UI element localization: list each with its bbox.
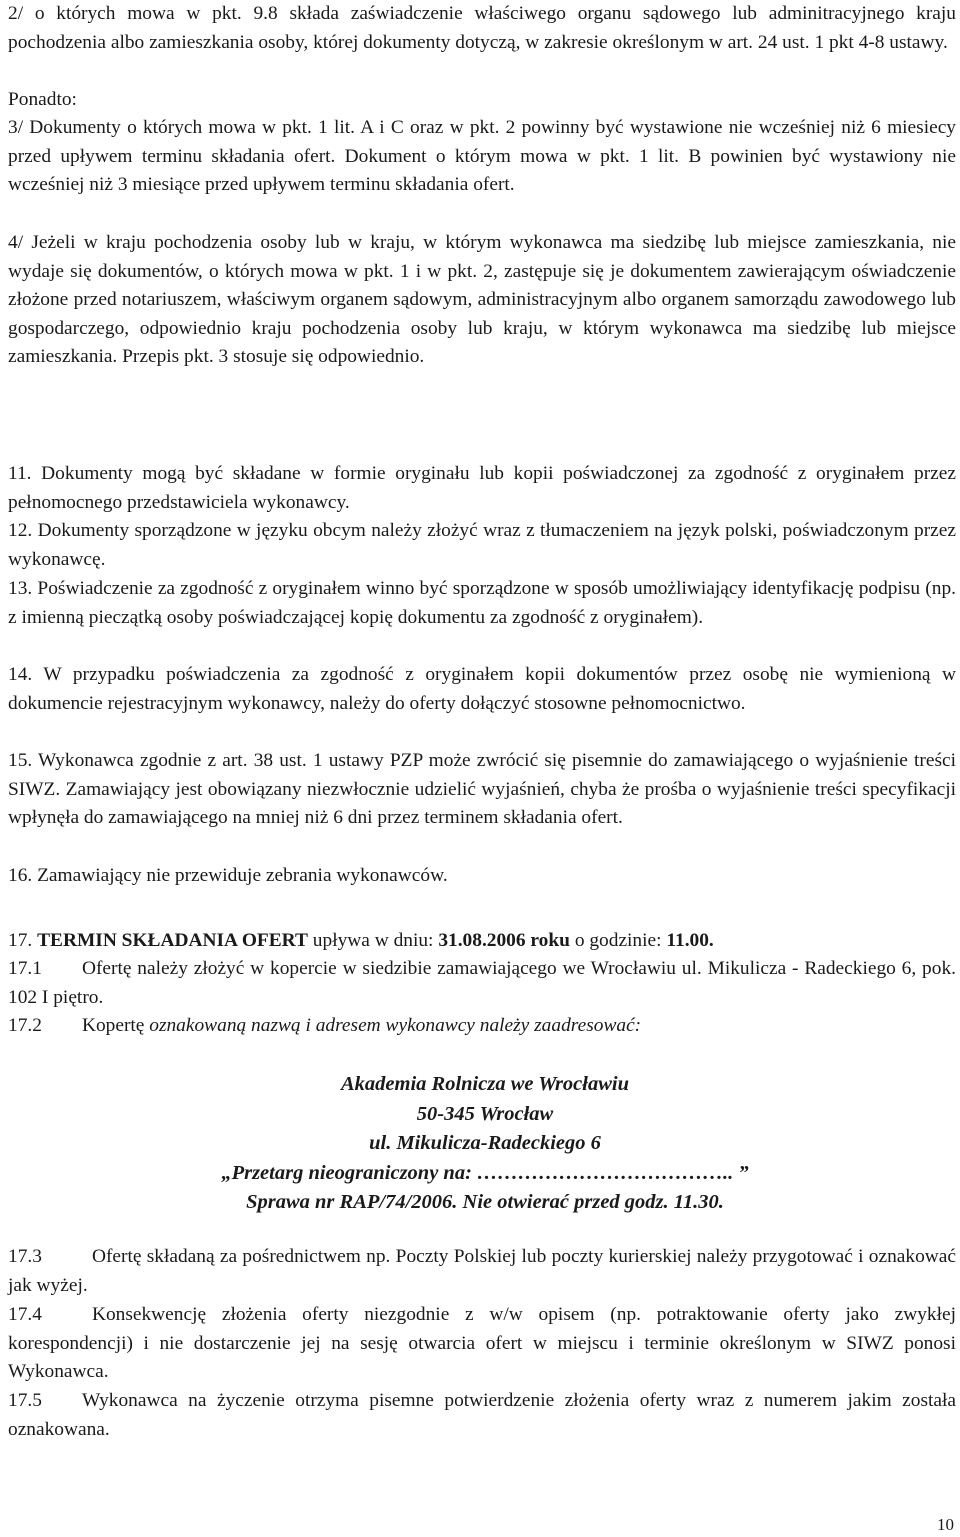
paragraph-3-text: 3/ Dokumenty o których mowa w pkt. 1 lit. A i C oraz w pkt. 2 powinny być wystawione nie wcześniej niż 6 miesiecy przed upływem terminu składania ofert. Dokument o którym mowa w pkt. 1 lit. B powinien być wystawiony nie wcześniej niż 3 miesiące przed upływem terminu składania ofert.	[8, 117, 956, 196]
section-17-3: 17.3 Ofertę składaną za pośrednictwem np. Poczty Polskiej lub poczty kurierskiej należy przygotować i oznakować jak wyżej.	[8, 1246, 956, 1296]
section-15: 15. Wykonawca zgodnie z art. 38 ust. 1 ustawy PZP może zwrócić się pisemnie do zamawiającego o wyjaśnienie treści SIWZ. Zamawiający jest obowiązany niezwłocznie udzielić wyjaśnień, chyba że prośba o wyjaśnienie treści specyfikacji wpłynęła do zamawiającego na mniej niż 6 dni przez terminem składania ofert.	[8, 750, 956, 829]
section-17-number: 17.	[8, 930, 33, 951]
paragraph-4	[8, 229, 956, 372]
section-12: 12. Dokumenty sporządzone w języku obcym należy złożyć wraz z tłumaczeniem na język polski, poświadczonym przez wykonawcę.	[8, 520, 956, 570]
section-17-4-number: 17.4	[8, 1304, 42, 1325]
section-17-deadline: 17. TERMIN SKŁADANIA OFERT upływa w dniu: 31.08.2006 roku o godzinie: 11.00.	[8, 930, 714, 951]
section-17-1-number: 17.1	[8, 958, 42, 979]
paragraph-4-text: 4/ Jeżeli w kraju pochodzenia osoby lub w kraju, w którym wykonawca ma siedzibę lub miejsce zamieszkania, nie wydaje się dokumentów, o których mowa w pkt. 1 i w pkt. 2, zastępuje się je dokumentem zawierającym oświadczenie złożone przed notariuszem, właściwym organem sądowym, administracyjnym albo organem samorządu zawodowego lub gospodarczego, odpowiednio kraju pochodzenia osoby lub kraju, w którym wykonawca ma siedzibę lub miejsce zamieszkania. Przepis pkt. 3 stosuje się odpowiednio.	[8, 232, 956, 368]
section-17-3-number: 17.3	[8, 1246, 42, 1267]
paragraph-3	[8, 114, 956, 200]
section-17-2: 17.2 Kopertę oznakowaną nazwą i adresem wykonawcy należy zaadresować:	[8, 1015, 642, 1036]
section-16: 16. Zamawiający nie przewiduje zebrania wykonawców.	[8, 865, 448, 886]
section-11: 11. Dokumenty mogą być składane w formie oryginału lub kopii poświadczonej za zgodność z oryginałem przez pełnomocnego przedstawiciela wykonawcy.	[8, 463, 956, 513]
address-line-case: Sprawa nr RAP/74/2006. Nie otwierać przed godz. 11.30.	[246, 1191, 724, 1213]
address-line-institution: Akademia Rolnicza we Wrocławiu	[341, 1073, 629, 1095]
address-line-tender: „Przetarg nieograniczony na: ……………………………….. ”	[221, 1161, 749, 1184]
section-13: 13. Poświadczenie za zgodność z oryginałem winno być sporządzone w sposób umożliwiający identyfikację podpisu (np. z imienną pieczątką osoby poświadczającej kopię dokumentu za zgodność z oryginałem).	[8, 578, 956, 628]
ponadto-heading: Ponadto:	[8, 89, 77, 110]
envelope-address-block	[200, 1070, 770, 1218]
section-17-5-number: 17.5	[8, 1390, 42, 1411]
section-17-2-number: 17.2	[8, 1015, 42, 1036]
paragraph-2-text: 2/ o których mowa w pkt. 9.8 składa zaświadczenie właściwego organu sądowego lub adminitracyjnego kraju pochodzenia albo zamieszkania osoby, której dokumenty dotyczą, w zakresie określonym w art. 24 ust. 1 pkt 4-8 ustawy.	[8, 3, 956, 53]
deadline-time: 11.00.	[666, 930, 714, 951]
address-line-postal: 50-345 Wrocław	[416, 1102, 554, 1125]
section-17-4: 17.4 Konsekwencję złożenia oferty niezgodnie z w/w opisem (np. potraktowanie oferty jako zwykłej korespondencji) i nie dostarczenie jej na sesję otwarcia ofert w miejscu i terminie określonym w SIWZ ponosi Wykonawca.	[8, 1304, 956, 1383]
deadline-date: 31.08.2006 roku	[438, 930, 570, 951]
section-14: 14. W przypadku poświadczenia za zgodność z oryginałem kopii dokumentów przez osobę nie wymienioną w dokumencie rejestracyjnym wykonawcy, należy do oferty dołączyć stosowne pełnomocnictwo.	[8, 664, 956, 714]
section-17-5: 17.5 Wykonawca na życzenie otrzyma pisemne potwierdzenie złożenia oferty wraz z numerem jakim została oznakowana.	[8, 1390, 956, 1440]
address-line-street: ul. Mikulicza-Radeckiego 6	[369, 1132, 601, 1154]
paragraph-2	[8, 0, 956, 57]
section-17-1: 17.1 Ofertę należy złożyć w kopercie w siedzibie zamawiającego we Wrocławiu ul. Mikulicza - Radeckiego 6, pok. 102 I piętro.	[8, 958, 956, 1008]
deadline-title: TERMIN SKŁADANIA OFERT	[37, 930, 308, 951]
page-number: 10	[937, 1515, 954, 1534]
